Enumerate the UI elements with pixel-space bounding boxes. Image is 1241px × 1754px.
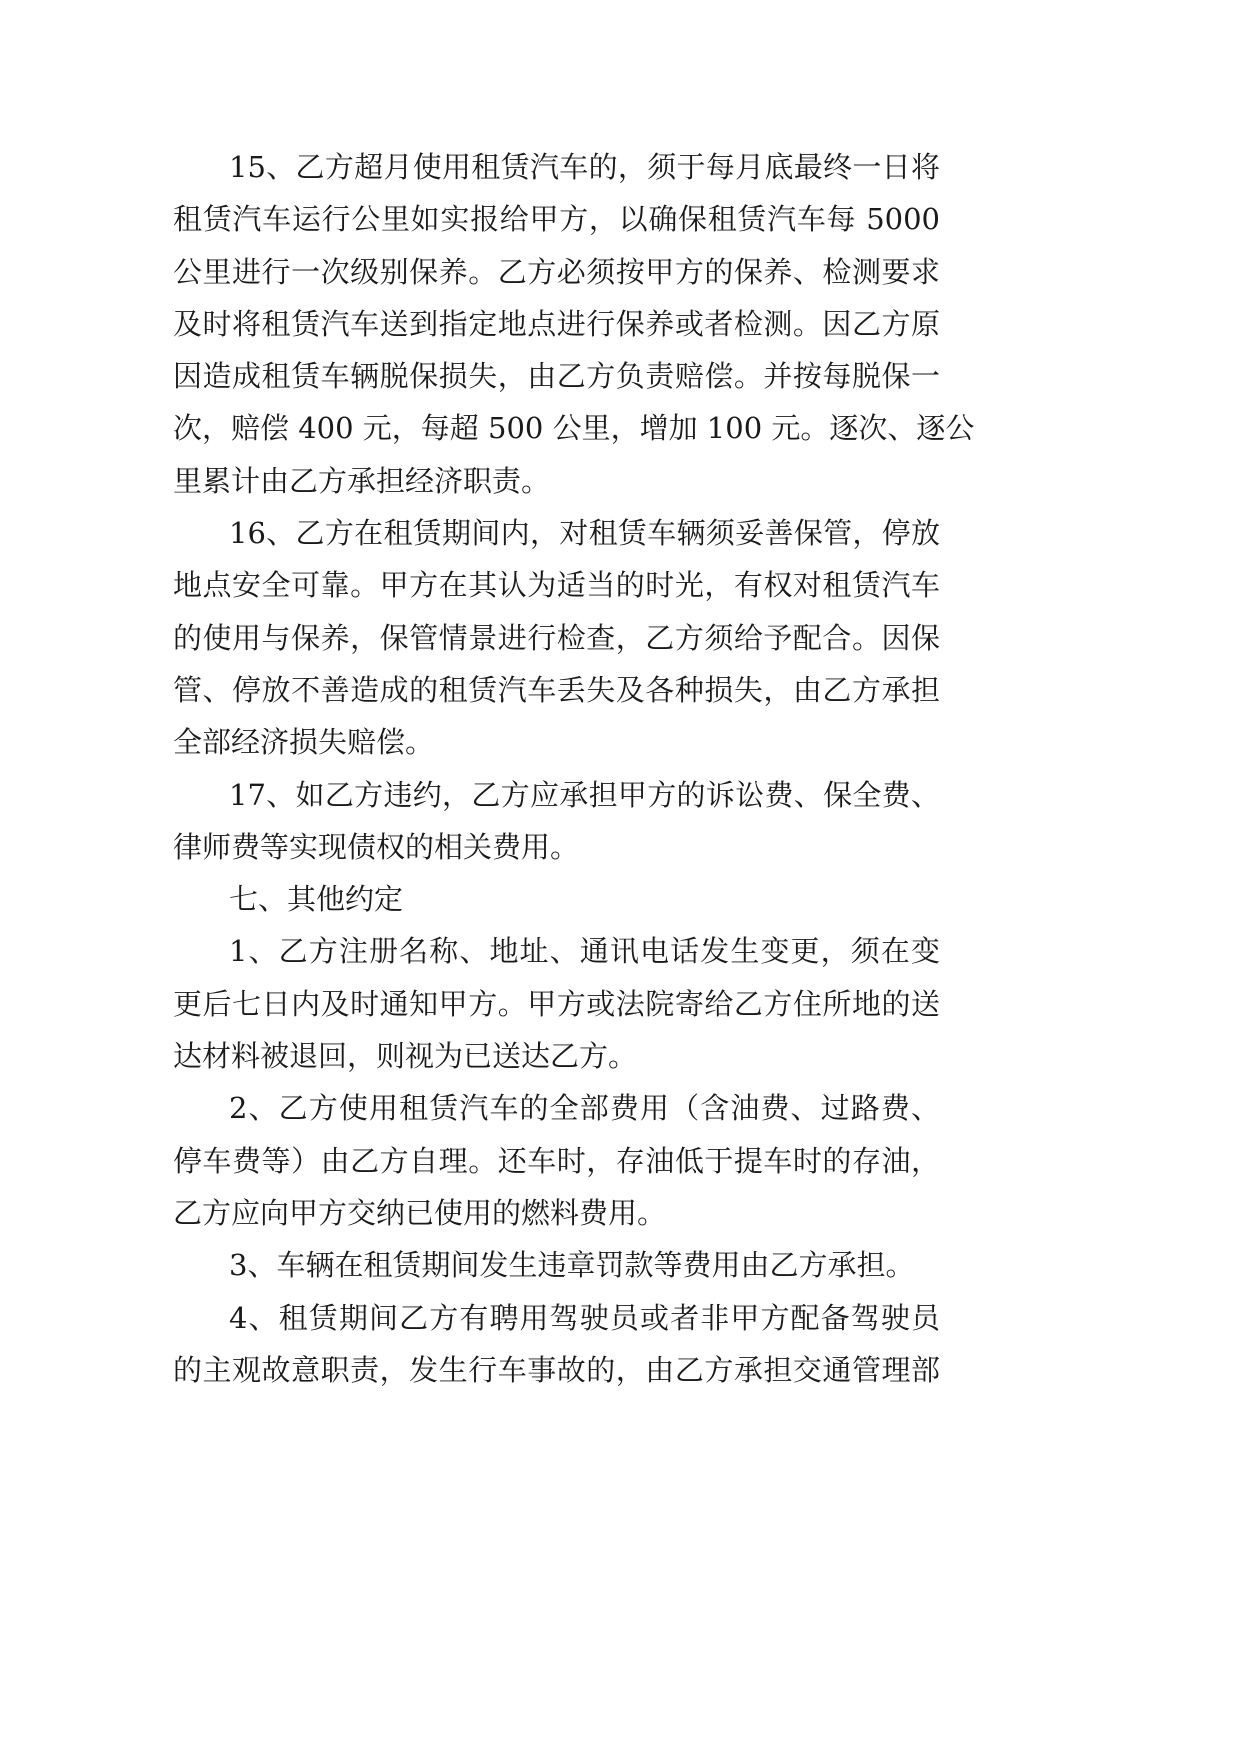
text-line: 律师费等实现债权的相关费用。 (173, 829, 580, 864)
text-line: 3、车辆在租赁期间发生违章罚款等费用由乙方承担。 (229, 1248, 915, 1283)
text-line: 停车费等）由乙方自理。还车时，存油低于提车时的存油， (173, 1143, 940, 1178)
text-line: 全部经济损失赔偿。 (173, 725, 435, 760)
paragraph-other-1 (173, 925, 940, 1082)
paragraph-clause-15 (173, 141, 975, 507)
text-line: 的主观故意职责，发生行车事故的，由乙方承担交通管理部 (173, 1352, 940, 1387)
text-line: 17、如乙方违约，乙方应承担甲方的诉讼费、保全费、 (229, 777, 940, 812)
text-line: 及时将租赁汽车送到指定地点进行保养或者检测。因乙方原 (173, 306, 940, 341)
text-line: 16、乙方在租赁期间内，对租赁车辆须妥善保管，停放 (229, 516, 940, 551)
document-body (173, 141, 975, 1396)
text-line: 次，赔偿 400 元，每超 500 公里，增加 100 元。逐次、逐公 (173, 411, 975, 446)
paragraph-other-3 (173, 1239, 940, 1291)
text-line: 地点安全可靠。甲方在其认为适当的时光，有权对租赁汽车 (173, 568, 940, 603)
text-line: 管、停放不善造成的租赁汽车丢失及各种损失，由乙方承担 (173, 672, 940, 707)
text-line: 里累计由乙方承担经济职责。 (173, 463, 551, 498)
text-line: 更后七日内及时通知甲方。甲方或法院寄给乙方住所地的送 (173, 986, 940, 1021)
paragraph-clause-16 (173, 507, 940, 768)
text-line: 租赁汽车运行公里如实报给甲方，以确保租赁汽车每 5000 (173, 202, 940, 237)
section-heading: 七、其他约定 (229, 882, 404, 917)
text-line: 公里进行一次级别保养。乙方必须按甲方的保养、检测要求 (173, 254, 940, 289)
text-line: 2、乙方使用租赁汽车的全部费用（含油费、过路费、 (229, 1091, 940, 1126)
text-line: 乙方应向甲方交纳已使用的燃料费用。 (173, 1195, 667, 1230)
text-line: 的使用与保养，保管情景进行检查，乙方须给予配合。因保 (173, 620, 940, 655)
text-line: 达材料被退回，则视为已送达乙方。 (173, 1039, 638, 1074)
paragraph-other-4 (173, 1292, 940, 1397)
text-line: 4、租赁期间乙方有聘用驾驶员或者非甲方配备驾驶员 (229, 1300, 940, 1335)
text-line: 1、乙方注册名称、地址、通讯电话发生变更，须在变 (229, 934, 940, 969)
text-line: 因造成租赁车辆脱保损失，由乙方负责赔偿。并按每脱保一 (173, 359, 940, 394)
section-heading-other-agreements (173, 873, 940, 925)
paragraph-other-2 (173, 1082, 940, 1239)
paragraph-clause-17 (173, 769, 940, 874)
text-line: 15、乙方超月使用租赁汽车的，须于每月底最终一日将 (229, 150, 940, 184)
